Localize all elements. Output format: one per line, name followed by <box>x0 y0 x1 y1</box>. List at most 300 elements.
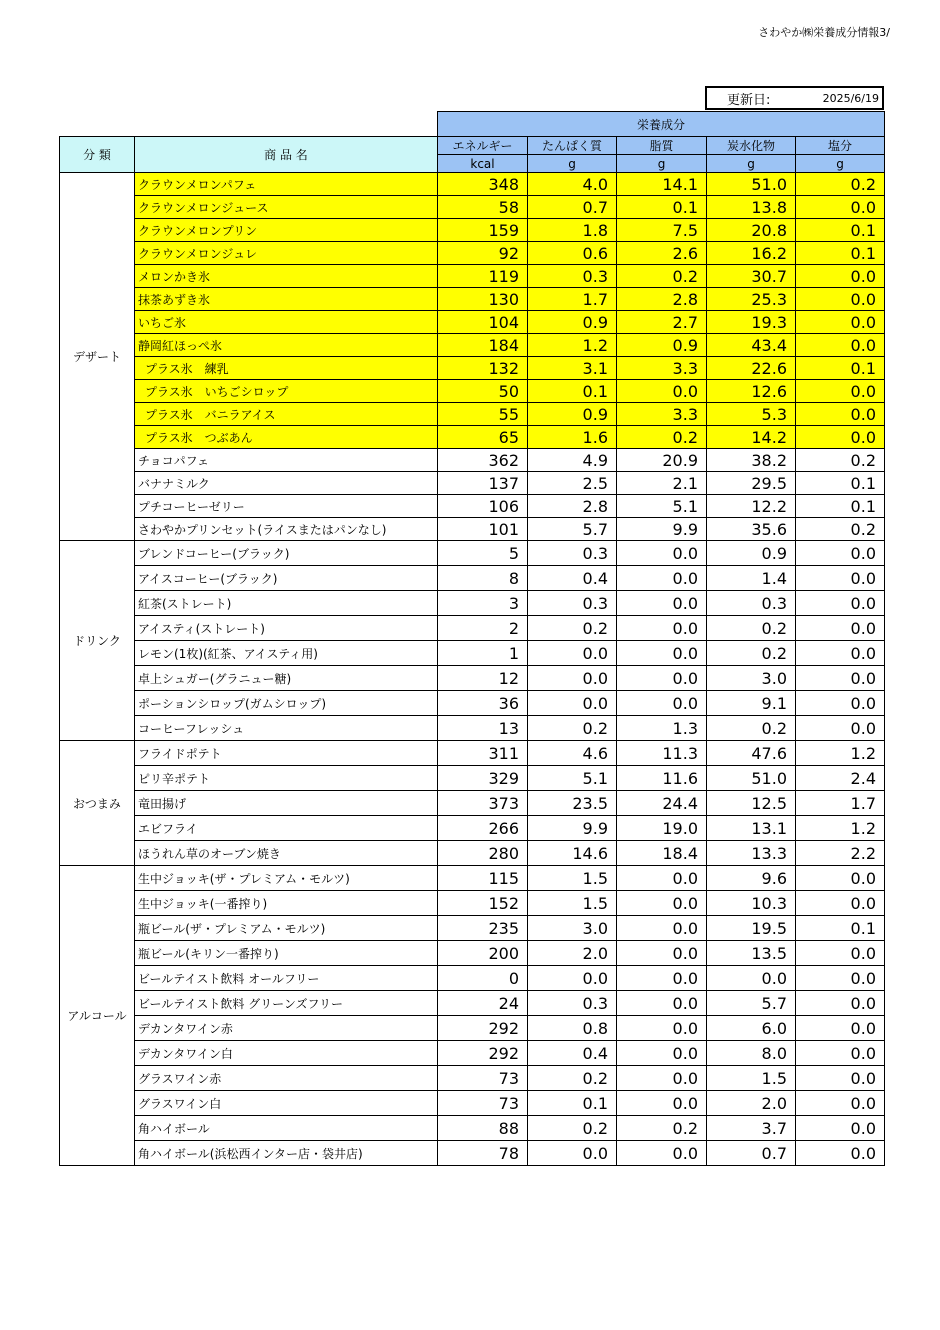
table-row <box>60 616 885 641</box>
value-salt: 0.2 <box>796 518 885 541</box>
value-fat: 3.3 <box>617 403 707 426</box>
update-date: 2025/6/19 <box>822 91 879 105</box>
product-name: ビールテイスト飲料 オールフリー <box>135 966 438 991</box>
value-energy: 159 <box>438 219 528 242</box>
value-carb: 0.2 <box>707 616 796 641</box>
product-name: ピリ辛ポテト <box>135 766 438 791</box>
product-name: ほうれん草のオーブン焼き <box>135 841 438 866</box>
value-protein: 0.0 <box>528 1141 617 1166</box>
value-fat: 5.1 <box>617 495 707 518</box>
value-salt: 0.0 <box>796 1041 885 1066</box>
value-energy: 65 <box>438 426 528 449</box>
value-salt: 0.0 <box>796 1141 885 1166</box>
value-carb: 38.2 <box>707 449 796 472</box>
value-protein: 5.1 <box>528 766 617 791</box>
table-row <box>60 691 885 716</box>
category-cell: ドリンク <box>60 541 135 741</box>
table-row <box>60 357 885 380</box>
value-salt: 0.1 <box>796 219 885 242</box>
value-protein: 4.6 <box>528 741 617 766</box>
table-row <box>60 495 885 518</box>
nutrition-table <box>59 111 885 1166</box>
value-fat: 0.0 <box>617 866 707 891</box>
value-carb: 9.6 <box>707 866 796 891</box>
table-row <box>60 518 885 541</box>
value-energy: 104 <box>438 311 528 334</box>
value-protein: 0.6 <box>528 242 617 265</box>
value-salt: 0.0 <box>796 380 885 403</box>
value-fat: 0.0 <box>617 1091 707 1116</box>
value-fat: 0.0 <box>617 666 707 691</box>
value-fat: 0.9 <box>617 334 707 357</box>
value-fat: 0.0 <box>617 566 707 591</box>
value-protein: 0.1 <box>528 1091 617 1116</box>
value-salt: 0.0 <box>796 1066 885 1091</box>
table-row <box>60 311 885 334</box>
product-name: 角ハイボール(浜松西インター店・袋井店) <box>135 1141 438 1166</box>
value-salt: 0.0 <box>796 591 885 616</box>
table-row <box>60 219 885 242</box>
category-cell: アルコール <box>60 866 135 1166</box>
value-fat: 0.0 <box>617 891 707 916</box>
value-protein: 3.1 <box>528 357 617 380</box>
value-energy: 184 <box>438 334 528 357</box>
value-fat: 0.2 <box>617 1116 707 1141</box>
value-salt: 0.0 <box>796 426 885 449</box>
value-salt: 0.0 <box>796 288 885 311</box>
value-salt: 0.0 <box>796 941 885 966</box>
update-label: 更新日: <box>727 92 771 108</box>
product-name: 紅茶(ストレート) <box>135 591 438 616</box>
value-salt: 2.4 <box>796 766 885 791</box>
product-name: グラスワイン赤 <box>135 1066 438 1091</box>
table-row <box>60 991 885 1016</box>
value-salt: 0.0 <box>796 265 885 288</box>
product-name: プラス氷 バニラアイス <box>135 403 438 426</box>
value-energy: 73 <box>438 1066 528 1091</box>
value-energy: 266 <box>438 816 528 841</box>
table-row <box>60 966 885 991</box>
value-fat: 7.5 <box>617 219 707 242</box>
value-energy: 13 <box>438 716 528 741</box>
value-salt: 0.0 <box>796 1116 885 1141</box>
table-row <box>60 1141 885 1166</box>
product-name: クラウンメロンパフェ <box>135 173 438 196</box>
product-name: 生中ジョッキ(一番搾り) <box>135 891 438 916</box>
value-salt: 0.0 <box>796 566 885 591</box>
update-date-box <box>705 86 884 110</box>
value-salt: 0.1 <box>796 472 885 495</box>
value-energy: 132 <box>438 357 528 380</box>
product-name: プチコーヒーゼリー <box>135 495 438 518</box>
table-row <box>60 916 885 941</box>
product-name: 瓶ビール(ザ・プレミアム・モルツ) <box>135 916 438 941</box>
value-fat: 0.0 <box>617 616 707 641</box>
value-salt: 0.0 <box>796 991 885 1016</box>
value-fat: 0.0 <box>617 1066 707 1091</box>
value-fat: 0.2 <box>617 265 707 288</box>
product-name: アイスコーヒー(ブラック) <box>135 566 438 591</box>
value-protein: 1.2 <box>528 334 617 357</box>
value-protein: 0.7 <box>528 196 617 219</box>
value-salt: 0.0 <box>796 716 885 741</box>
value-fat: 0.0 <box>617 991 707 1016</box>
value-protein: 0.3 <box>528 591 617 616</box>
table-row <box>60 891 885 916</box>
value-fat: 0.0 <box>617 1041 707 1066</box>
value-energy: 200 <box>438 941 528 966</box>
value-energy: 24 <box>438 991 528 1016</box>
value-energy: 348 <box>438 173 528 196</box>
value-protein: 0.3 <box>528 265 617 288</box>
value-energy: 55 <box>438 403 528 426</box>
value-fat: 19.0 <box>617 816 707 841</box>
col-carb-unit: g <box>707 155 796 173</box>
value-energy: 58 <box>438 196 528 219</box>
value-salt: 0.0 <box>796 866 885 891</box>
value-carb: 5.3 <box>707 403 796 426</box>
table-row <box>60 426 885 449</box>
col-salt-header: 塩分 <box>796 137 885 155</box>
value-carb: 13.3 <box>707 841 796 866</box>
value-energy: 12 <box>438 666 528 691</box>
table-row <box>60 242 885 265</box>
table-row <box>60 766 885 791</box>
col-protein-unit: g <box>528 155 617 173</box>
value-carb: 0.7 <box>707 1141 796 1166</box>
table-row <box>60 1116 885 1141</box>
value-carb: 1.5 <box>707 1066 796 1091</box>
value-energy: 329 <box>438 766 528 791</box>
value-protein: 0.3 <box>528 541 617 566</box>
value-protein: 1.5 <box>528 891 617 916</box>
value-protein: 0.2 <box>528 1116 617 1141</box>
value-energy: 2 <box>438 616 528 641</box>
table-row <box>60 265 885 288</box>
value-salt: 0.0 <box>796 691 885 716</box>
table-row <box>60 566 885 591</box>
value-protein: 2.5 <box>528 472 617 495</box>
product-name: エビフライ <box>135 816 438 841</box>
value-energy: 36 <box>438 691 528 716</box>
product-name: 卓上シュガー(グラニュー糖) <box>135 666 438 691</box>
value-protein: 1.5 <box>528 866 617 891</box>
value-protein: 9.9 <box>528 816 617 841</box>
value-energy: 137 <box>438 472 528 495</box>
value-salt: 0.0 <box>796 1016 885 1041</box>
value-carb: 22.6 <box>707 357 796 380</box>
table-row <box>60 334 885 357</box>
table-row <box>60 1066 885 1091</box>
value-fat: 2.6 <box>617 242 707 265</box>
value-protein: 0.9 <box>528 311 617 334</box>
value-protein: 0.1 <box>528 380 617 403</box>
table-row <box>60 1016 885 1041</box>
col-carb-header: 炭水化物 <box>707 137 796 155</box>
value-energy: 5 <box>438 541 528 566</box>
value-carb: 43.4 <box>707 334 796 357</box>
table-row <box>60 666 885 691</box>
value-protein: 1.7 <box>528 288 617 311</box>
value-carb: 6.0 <box>707 1016 796 1041</box>
value-carb: 10.3 <box>707 891 796 916</box>
value-protein: 0.0 <box>528 691 617 716</box>
value-protein: 3.0 <box>528 916 617 941</box>
product-name: いちご氷 <box>135 311 438 334</box>
value-fat: 0.0 <box>617 591 707 616</box>
value-carb: 0.2 <box>707 641 796 666</box>
value-fat: 0.0 <box>617 916 707 941</box>
value-salt: 0.2 <box>796 449 885 472</box>
value-carb: 9.1 <box>707 691 796 716</box>
value-salt: 0.0 <box>796 334 885 357</box>
value-protein: 4.9 <box>528 449 617 472</box>
value-salt: 2.2 <box>796 841 885 866</box>
value-energy: 311 <box>438 741 528 766</box>
table-row <box>60 472 885 495</box>
value-salt: 0.0 <box>796 541 885 566</box>
value-fat: 11.6 <box>617 766 707 791</box>
col-fat-unit: g <box>617 155 707 173</box>
value-energy: 73 <box>438 1091 528 1116</box>
product-name: プラス氷 練乳 <box>135 357 438 380</box>
value-carb: 19.5 <box>707 916 796 941</box>
value-carb: 13.1 <box>707 816 796 841</box>
document-title: さわやか㈱栄養成分情報3/ <box>758 26 890 39</box>
value-energy: 235 <box>438 916 528 941</box>
value-protein: 0.4 <box>528 1041 617 1066</box>
value-carb: 2.0 <box>707 1091 796 1116</box>
col-energy-unit: kcal <box>438 155 528 173</box>
value-protein: 0.9 <box>528 403 617 426</box>
product-name: レモン(1枚)(紅茶、アイスティ用) <box>135 641 438 666</box>
table-row <box>60 716 885 741</box>
product-name: クラウンメロンプリン <box>135 219 438 242</box>
value-fat: 0.0 <box>617 941 707 966</box>
value-energy: 119 <box>438 265 528 288</box>
table-row <box>60 380 885 403</box>
table-row <box>60 1041 885 1066</box>
value-carb: 51.0 <box>707 173 796 196</box>
value-carb: 13.5 <box>707 941 796 966</box>
table-row <box>60 741 885 766</box>
value-energy: 3 <box>438 591 528 616</box>
product-name: 瓶ビール(キリン一番搾り) <box>135 941 438 966</box>
value-energy: 92 <box>438 242 528 265</box>
col-salt-unit: g <box>796 155 885 173</box>
value-protein: 0.0 <box>528 966 617 991</box>
value-fat: 24.4 <box>617 791 707 816</box>
value-carb: 14.2 <box>707 426 796 449</box>
product-name: バナナミルク <box>135 472 438 495</box>
value-carb: 0.2 <box>707 716 796 741</box>
value-salt: 1.2 <box>796 816 885 841</box>
product-name: グラスワイン白 <box>135 1091 438 1116</box>
value-fat: 0.0 <box>617 691 707 716</box>
value-carb: 25.3 <box>707 288 796 311</box>
product-name: クラウンメロンジュース <box>135 196 438 219</box>
value-energy: 115 <box>438 866 528 891</box>
value-energy: 280 <box>438 841 528 866</box>
value-carb: 3.0 <box>707 666 796 691</box>
table-row <box>60 816 885 841</box>
value-carb: 0.9 <box>707 541 796 566</box>
table-row <box>60 449 885 472</box>
value-carb: 13.8 <box>707 196 796 219</box>
value-fat: 11.3 <box>617 741 707 766</box>
value-energy: 1 <box>438 641 528 666</box>
value-salt: 0.1 <box>796 242 885 265</box>
value-fat: 2.7 <box>617 311 707 334</box>
value-energy: 292 <box>438 1041 528 1066</box>
value-energy: 101 <box>438 518 528 541</box>
product-name: コーヒーフレッシュ <box>135 716 438 741</box>
value-salt: 0.1 <box>796 495 885 518</box>
category-header: 分 類 <box>60 137 135 173</box>
product-name: メロンかき氷 <box>135 265 438 288</box>
table-row <box>60 791 885 816</box>
product-name: さわやかプリンセット(ライスまたはパンなし) <box>135 518 438 541</box>
value-energy: 106 <box>438 495 528 518</box>
product-name: 生中ジョッキ(ザ・プレミアム・モルツ) <box>135 866 438 891</box>
value-salt: 1.7 <box>796 791 885 816</box>
value-protein: 0.0 <box>528 666 617 691</box>
table-row <box>60 841 885 866</box>
table-row <box>60 866 885 891</box>
product-name: 抹茶あずき氷 <box>135 288 438 311</box>
product-name: 竜田揚げ <box>135 791 438 816</box>
value-salt: 0.1 <box>796 357 885 380</box>
product-name: プラス氷 いちごシロップ <box>135 380 438 403</box>
value-salt: 0.0 <box>796 311 885 334</box>
value-fat: 0.1 <box>617 196 707 219</box>
table-row <box>60 1091 885 1116</box>
value-carb: 35.6 <box>707 518 796 541</box>
header-row-nutrition <box>60 112 885 137</box>
value-salt: 1.2 <box>796 741 885 766</box>
value-fat: 2.8 <box>617 288 707 311</box>
value-salt: 0.0 <box>796 641 885 666</box>
value-fat: 0.0 <box>617 966 707 991</box>
value-fat: 14.1 <box>617 173 707 196</box>
value-salt: 0.0 <box>796 891 885 916</box>
value-fat: 0.0 <box>617 541 707 566</box>
value-carb: 12.6 <box>707 380 796 403</box>
value-salt: 0.0 <box>796 966 885 991</box>
value-carb: 0.0 <box>707 966 796 991</box>
value-carb: 12.5 <box>707 791 796 816</box>
value-fat: 0.0 <box>617 380 707 403</box>
value-fat: 9.9 <box>617 518 707 541</box>
value-energy: 362 <box>438 449 528 472</box>
col-protein-header: たんぱく質 <box>528 137 617 155</box>
table-row <box>60 591 885 616</box>
value-carb: 19.3 <box>707 311 796 334</box>
value-protein: 2.0 <box>528 941 617 966</box>
value-protein: 0.8 <box>528 1016 617 1041</box>
value-energy: 88 <box>438 1116 528 1141</box>
value-carb: 20.8 <box>707 219 796 242</box>
table-row <box>60 403 885 426</box>
value-protein: 14.6 <box>528 841 617 866</box>
value-salt: 0.0 <box>796 403 885 426</box>
product-name: プラス氷 つぶあん <box>135 426 438 449</box>
product-name: ポーションシロップ(ガムシロップ) <box>135 691 438 716</box>
value-energy: 8 <box>438 566 528 591</box>
nutrition-header: 栄養成分 <box>438 112 885 137</box>
value-fat: 0.0 <box>617 641 707 666</box>
value-protein: 0.3 <box>528 991 617 1016</box>
product-name: フライドポテト <box>135 741 438 766</box>
value-fat: 1.3 <box>617 716 707 741</box>
value-carb: 51.0 <box>707 766 796 791</box>
value-fat: 0.2 <box>617 426 707 449</box>
value-fat: 0.0 <box>617 1016 707 1041</box>
value-fat: 20.9 <box>617 449 707 472</box>
value-carb: 12.2 <box>707 495 796 518</box>
header-row-columns <box>60 137 885 155</box>
value-energy: 0 <box>438 966 528 991</box>
product-header: 商 品 名 <box>135 137 438 173</box>
product-name: チョコパフェ <box>135 449 438 472</box>
value-carb: 8.0 <box>707 1041 796 1066</box>
value-energy: 78 <box>438 1141 528 1166</box>
value-protein: 0.2 <box>528 716 617 741</box>
value-protein: 0.4 <box>528 566 617 591</box>
value-energy: 130 <box>438 288 528 311</box>
value-fat: 0.0 <box>617 1141 707 1166</box>
product-name: デカンタワイン白 <box>135 1041 438 1066</box>
value-protein: 0.2 <box>528 616 617 641</box>
table-row <box>60 641 885 666</box>
value-carb: 3.7 <box>707 1116 796 1141</box>
value-protein: 1.6 <box>528 426 617 449</box>
value-carb: 5.7 <box>707 991 796 1016</box>
value-salt: 0.0 <box>796 1091 885 1116</box>
table-row <box>60 288 885 311</box>
value-fat: 18.4 <box>617 841 707 866</box>
value-carb: 16.2 <box>707 242 796 265</box>
value-salt: 0.1 <box>796 916 885 941</box>
table-row <box>60 941 885 966</box>
value-salt: 0.0 <box>796 666 885 691</box>
value-protein: 4.0 <box>528 173 617 196</box>
table-row <box>60 173 885 196</box>
value-protein: 5.7 <box>528 518 617 541</box>
product-name: クラウンメロンジュレ <box>135 242 438 265</box>
value-protein: 1.8 <box>528 219 617 242</box>
category-cell: おつまみ <box>60 741 135 866</box>
product-name: ブレンドコーヒー(ブラック) <box>135 541 438 566</box>
value-energy: 152 <box>438 891 528 916</box>
value-carb: 29.5 <box>707 472 796 495</box>
value-carb: 0.3 <box>707 591 796 616</box>
value-protein: 23.5 <box>528 791 617 816</box>
value-salt: 0.0 <box>796 196 885 219</box>
value-protein: 2.8 <box>528 495 617 518</box>
col-energy-header: エネルギー <box>438 137 528 155</box>
product-name: 角ハイボール <box>135 1116 438 1141</box>
value-fat: 3.3 <box>617 357 707 380</box>
value-carb: 47.6 <box>707 741 796 766</box>
value-energy: 373 <box>438 791 528 816</box>
col-fat-header: 脂質 <box>617 137 707 155</box>
value-salt: 0.0 <box>796 616 885 641</box>
value-carb: 30.7 <box>707 265 796 288</box>
value-energy: 292 <box>438 1016 528 1041</box>
product-name: デカンタワイン赤 <box>135 1016 438 1041</box>
product-name: アイスティ(ストレート) <box>135 616 438 641</box>
